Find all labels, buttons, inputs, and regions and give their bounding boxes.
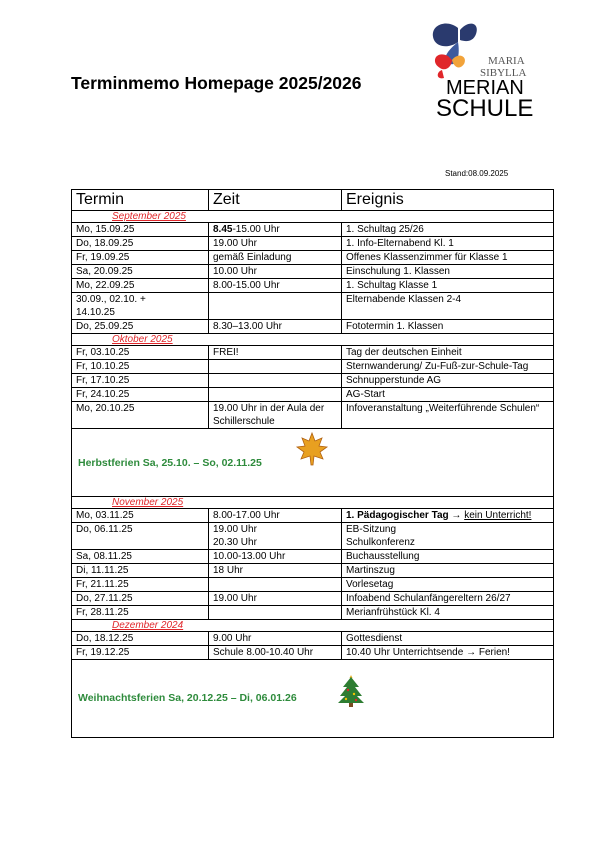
- table-row: [72, 279, 554, 293]
- cell-termin: Sa, 08.11.25: [72, 550, 209, 564]
- cell-zeit: 8.45-15.00 Uhr: [209, 223, 342, 237]
- cell-zeit: [209, 293, 342, 320]
- cell-zeit: Schule 8.00-10.40 Uhr: [209, 646, 342, 660]
- weihnachtsferien-row: [72, 660, 554, 738]
- cell-ereignis: Offenes Klassenzimmer für Klasse 1: [342, 251, 554, 265]
- cell-zeit: [209, 374, 342, 388]
- cell-zeit: 10.00-13.00 Uhr: [209, 550, 342, 564]
- cell-ereignis: 1. Schultag Klasse 1: [342, 279, 554, 293]
- termin-table: [71, 189, 554, 738]
- cell-zeit: 19.00 Uhr 20.30 Uhr: [209, 523, 342, 550]
- cell-termin: Mo, 15.09.25: [72, 223, 209, 237]
- table-header: [72, 190, 554, 211]
- cell-zeit: [209, 388, 342, 402]
- cell-ereignis: Tag der deutschen Einheit: [342, 346, 554, 360]
- cell-zeit: 19.00 Uhr: [209, 237, 342, 251]
- table-row: [72, 223, 554, 237]
- cell-ereignis: 1. Schultag 25/26: [342, 223, 554, 237]
- butterfly-icon: [433, 24, 477, 79]
- cell-zeit: 8.00-15.00 Uhr: [209, 279, 342, 293]
- stand-date: Stand:08.09.2025: [445, 169, 509, 178]
- cell-ereignis: 1. Info-Elternabend Kl. 1: [342, 237, 554, 251]
- cell-zeit: [209, 606, 342, 620]
- cell-ereignis: Fototermin 1. Klassen: [342, 320, 554, 334]
- cell-termin: Do, 06.11.25: [72, 523, 209, 550]
- table-row: [72, 293, 554, 320]
- cell-ereignis: Infoabend Schulanfängereltern 26/27: [342, 592, 554, 606]
- cell-ereignis: Gottesdienst: [342, 632, 554, 646]
- header-termin: Termin: [72, 190, 209, 211]
- cell-ereignis: Vorlesetag: [342, 578, 554, 592]
- cell-termin: Fr, 19.12.25: [72, 646, 209, 660]
- cell-termin: Fr, 28.11.25: [72, 606, 209, 620]
- cell-termin: Mo, 22.09.25: [72, 279, 209, 293]
- table-row: [72, 402, 554, 429]
- table-row: [72, 592, 554, 606]
- cell-zeit: [209, 578, 342, 592]
- cell-ereignis: Einschulung 1. Klassen: [342, 265, 554, 279]
- cell-termin: Fr, 03.10.25: [72, 346, 209, 360]
- table-row: [72, 388, 554, 402]
- cell-termin: Fr, 10.10.25: [72, 360, 209, 374]
- table-row: [72, 509, 554, 523]
- month-label: Oktober 2025: [72, 334, 554, 346]
- cell-termin: Do, 18.09.25: [72, 237, 209, 251]
- svg-text:SCHULE: SCHULE: [436, 95, 534, 120]
- cell-ereignis: 10.40 Uhr Unterrichtsende → Ferien!: [342, 646, 554, 660]
- cell-zeit: 19.00 Uhr: [209, 592, 342, 606]
- cell-ereignis: Elternabende Klassen 2-4: [342, 293, 554, 320]
- cell-zeit: 9.00 Uhr: [209, 632, 342, 646]
- herbstferien-row: [72, 429, 554, 497]
- table-row: [72, 550, 554, 564]
- cell-ereignis: 1. Pädagogischer Tag → kein Unterricht!: [342, 509, 554, 523]
- cell-zeit: gemäß Einladung: [209, 251, 342, 265]
- header-ereignis: Ereignis: [342, 190, 554, 211]
- school-logo: [428, 20, 538, 120]
- table-row: [72, 578, 554, 592]
- cell-zeit: 18 Uhr: [209, 564, 342, 578]
- cell-termin: Mo, 20.10.25: [72, 402, 209, 429]
- cell-ereignis: Infoveranstaltung „Weiterführende Schulen“: [342, 402, 554, 429]
- month-label: September 2025: [72, 211, 554, 223]
- cell-ereignis: AG-Start: [342, 388, 554, 402]
- cell-termin: Fr, 19.09.25: [72, 251, 209, 265]
- christmas-tree-icon: [336, 674, 366, 708]
- table-row: [72, 632, 554, 646]
- cell-termin: Fr, 21.11.25: [72, 578, 209, 592]
- cell-ereignis: Sternwanderung/ Zu-Fuß-zur-Schule-Tag: [342, 360, 554, 374]
- maple-leaf-icon: [294, 431, 330, 467]
- cell-termin: Fr, 17.10.25: [72, 374, 209, 388]
- svg-text:MERIAN: MERIAN: [446, 77, 524, 99]
- cell-ereignis: Buchausstellung: [342, 550, 554, 564]
- cell-zeit: [209, 360, 342, 374]
- table-row: [72, 346, 554, 360]
- cell-termin: Fr, 24.10.25: [72, 388, 209, 402]
- svg-text:MARIA: MARIA: [488, 55, 525, 67]
- cell-zeit: 8.00-17.00 Uhr: [209, 509, 342, 523]
- cell-ereignis: EB-Sitzung Schulkonferenz: [342, 523, 554, 550]
- cell-termin: Do, 18.12.25: [72, 632, 209, 646]
- cell-ereignis: Martinszug: [342, 564, 554, 578]
- cell-termin: Mo, 03.11.25: [72, 509, 209, 523]
- cell-termin: Do, 27.11.25: [72, 592, 209, 606]
- table-row: [72, 360, 554, 374]
- month-label: November 2025: [72, 497, 554, 509]
- cell-zeit: 8.30–13.00 Uhr: [209, 320, 342, 334]
- herbstferien-label: Herbstferien Sa, 25.10. – So, 02.11.25: [78, 457, 262, 469]
- table-row: [72, 646, 554, 660]
- table-row: [72, 320, 554, 334]
- table-row: [72, 564, 554, 578]
- table-row: [72, 237, 554, 251]
- table-row: [72, 251, 554, 265]
- weihnachtsferien-label: Weihnachtsferien Sa, 20.12.25 – Di, 06.01.26: [78, 692, 297, 704]
- cell-zeit: 19.00 Uhr in der Aula der Schillerschule: [209, 402, 342, 429]
- cell-zeit: 10.00 Uhr: [209, 265, 342, 279]
- cell-zeit: FREI!: [209, 346, 342, 360]
- cell-ereignis: Merianfrühstück Kl. 4: [342, 606, 554, 620]
- month-label: Dezember 2024: [72, 620, 554, 632]
- cell-termin: Di, 11.11.25: [72, 564, 209, 578]
- table-row: [72, 265, 554, 279]
- header-zeit: Zeit: [209, 190, 342, 211]
- svg-text:SIBYLLA: SIBYLLA: [480, 67, 527, 79]
- cell-ereignis: Schnupperstunde AG: [342, 374, 554, 388]
- cell-termin: 30.09., 02.10. + 14.10.25: [72, 293, 209, 320]
- table-row: [72, 523, 554, 550]
- page-title: Terminmemo Homepage 2025/2026: [71, 73, 362, 93]
- cell-termin: Sa, 20.09.25: [72, 265, 209, 279]
- table-row: [72, 606, 554, 620]
- table-row: [72, 374, 554, 388]
- cell-termin: Do, 25.09.25: [72, 320, 209, 334]
